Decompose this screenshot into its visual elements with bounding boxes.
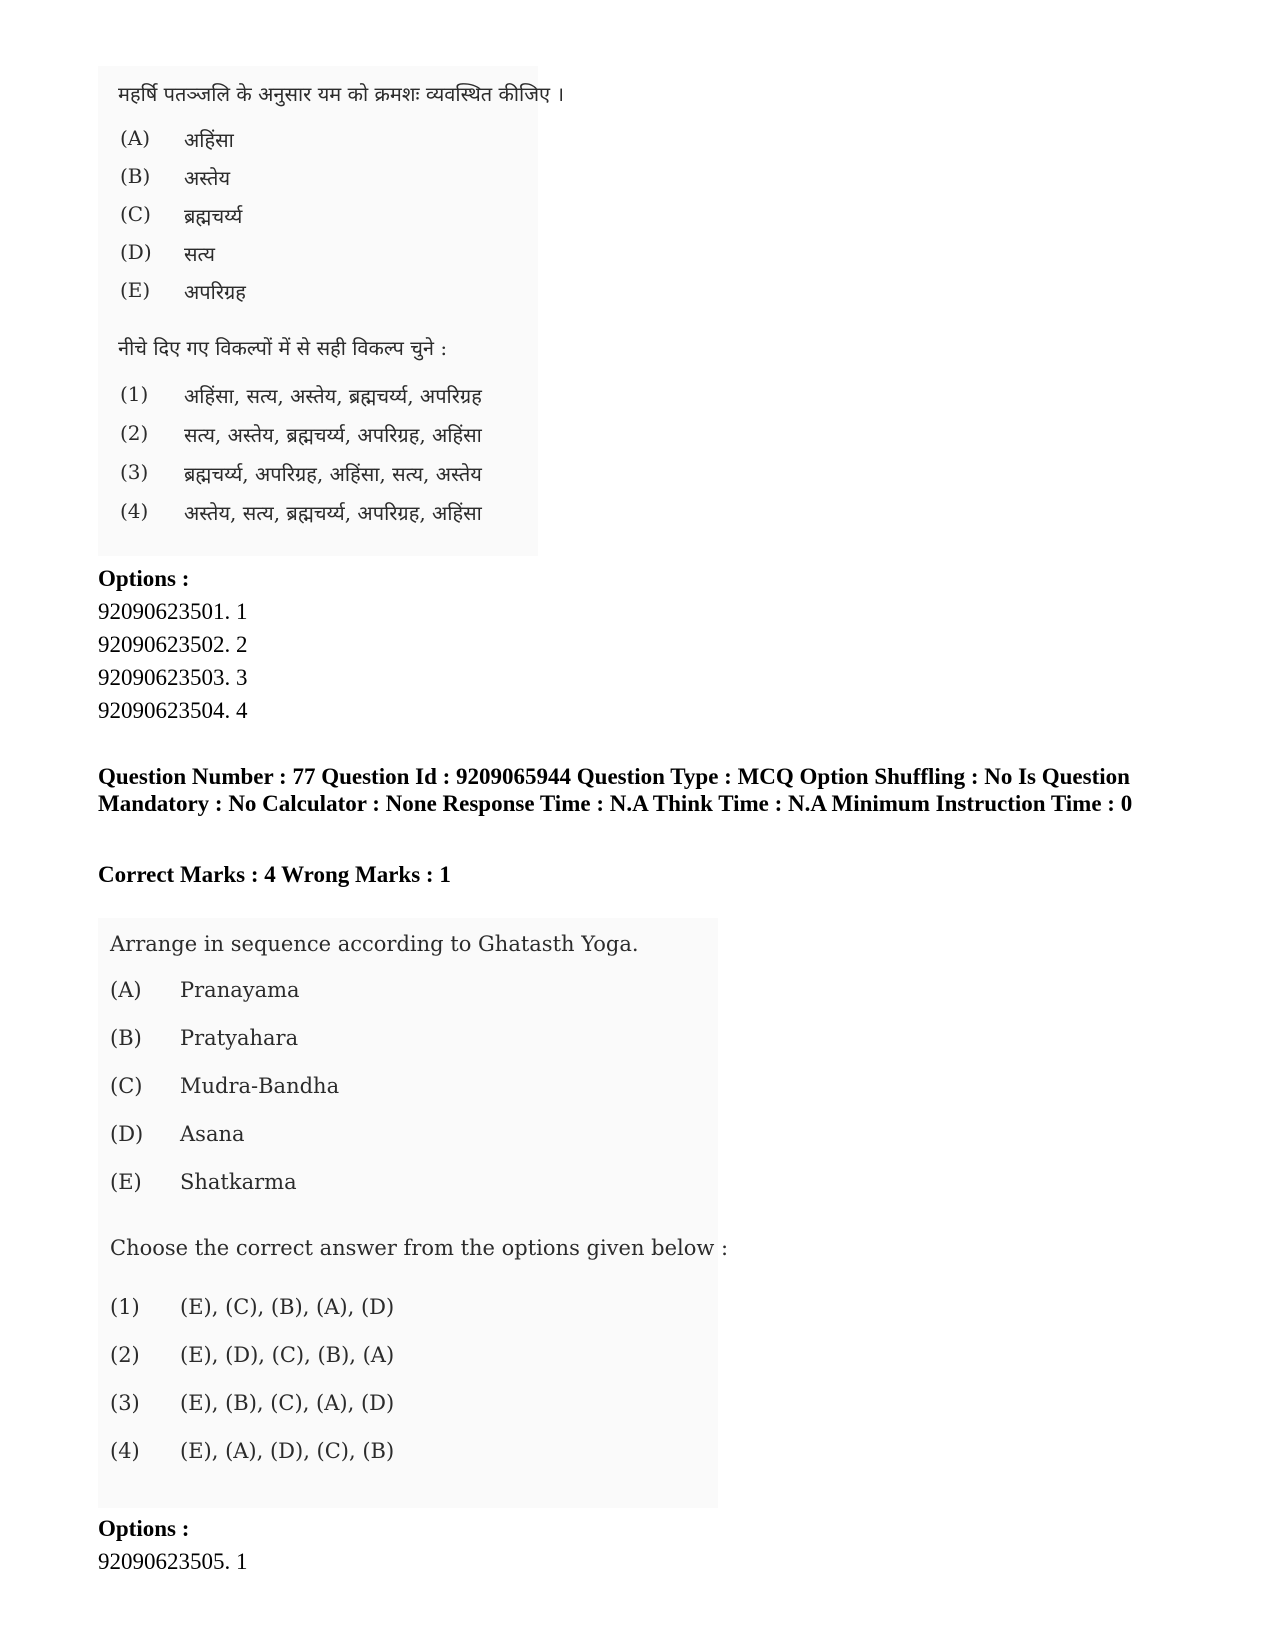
item-label: (E) [120,278,151,302]
item-label: (A) [110,978,142,1002]
item-label: (E) [110,1170,142,1194]
marks-line: Correct Marks : 4 Wrong Marks : 1 [98,862,451,887]
option-id: 92090623505. 1 [98,1549,248,1574]
choice-text: (E), (D), (C), (B), (A) [180,1343,395,1367]
choice-label: (4) [110,1439,140,1463]
item-label: (C) [120,202,151,226]
choice-text: (E), (B), (C), (A), (D) [180,1391,395,1415]
question-image-english [98,918,729,1508]
options-block [98,1512,248,1578]
choice-label: (1) [120,382,149,406]
options-heading: Options : [98,566,190,591]
option-id: 92090623502. 2 [98,632,248,657]
question-stem: महर्षि पतञ्जलि के अनुसार यम को क्रमशः व्यवस्थित कीजिए । [118,82,565,106]
options-heading: Options : [98,1516,190,1541]
item-text: Pranayama [180,978,300,1002]
option-id: 92090623503. 3 [98,665,248,690]
choices-prompt: नीचे दिए गए विकल्पों में से सही विकल्प चुने : [118,336,448,360]
choices-prompt: Choose the correct answer from the options given below : [110,1236,729,1260]
item-label: (D) [120,240,152,264]
choice-label: (1) [110,1295,140,1319]
question-metadata: Question Number : 77 Question Id : 9209065944 Question Type : MCQ Option Shuffling : No Is Question Mandatory : No Calculator : None Response Time : N.A Think Time : N.A Minimum Instruction Time : 0 [98,764,1133,816]
choice-text: (E), (A), (D), (C), (B) [180,1439,395,1463]
item-text: सत्य [184,242,215,266]
choice-label: (2) [110,1343,140,1367]
item-label: (B) [120,164,151,188]
choice-text: अहिंसा, सत्य, अस्तेय, ब्रह्मचर्य्य, अपरिग्रह [184,384,482,408]
choice-text: अस्तेय, सत्य, ब्रह्मचर्य्य, अपरिग्रह, अहिंसा [184,501,482,525]
choice-label: (4) [120,499,149,523]
item-text: Asana [180,1122,245,1146]
item-text: Pratyahara [180,1026,299,1050]
item-label: (A) [120,126,151,150]
option-id: 92090623504. 4 [98,698,248,723]
choice-label: (3) [110,1391,140,1415]
choice-text: ब्रह्मचर्य्य, अपरिग्रह, अहिंसा, सत्य, अस्तेय [184,462,482,486]
item-text: Mudra-Bandha [180,1074,340,1098]
item-text: Shatkarma [180,1170,297,1194]
choice-label: (3) [120,460,149,484]
item-text: अस्तेय [184,166,231,190]
choice-label: (2) [120,421,149,445]
choice-text: सत्य, अस्तेय, ब्रह्मचर्य्य, अपरिग्रह, अहिंसा [184,423,482,447]
item-text: अपरिग्रह [184,280,246,304]
item-label: (B) [110,1026,142,1050]
item-label: (C) [110,1074,143,1098]
question-image-hindi [98,66,565,556]
item-label: (D) [110,1122,144,1146]
option-id: 92090623501. 1 [98,599,248,624]
item-text: ब्रह्मचर्य्य [184,204,243,228]
options-block [98,562,248,727]
choice-text: (E), (C), (B), (A), (D) [180,1295,395,1319]
question-stem: Arrange in sequence according to Ghatasth Yoga. [110,932,639,956]
item-text: अहिंसा [184,128,234,152]
